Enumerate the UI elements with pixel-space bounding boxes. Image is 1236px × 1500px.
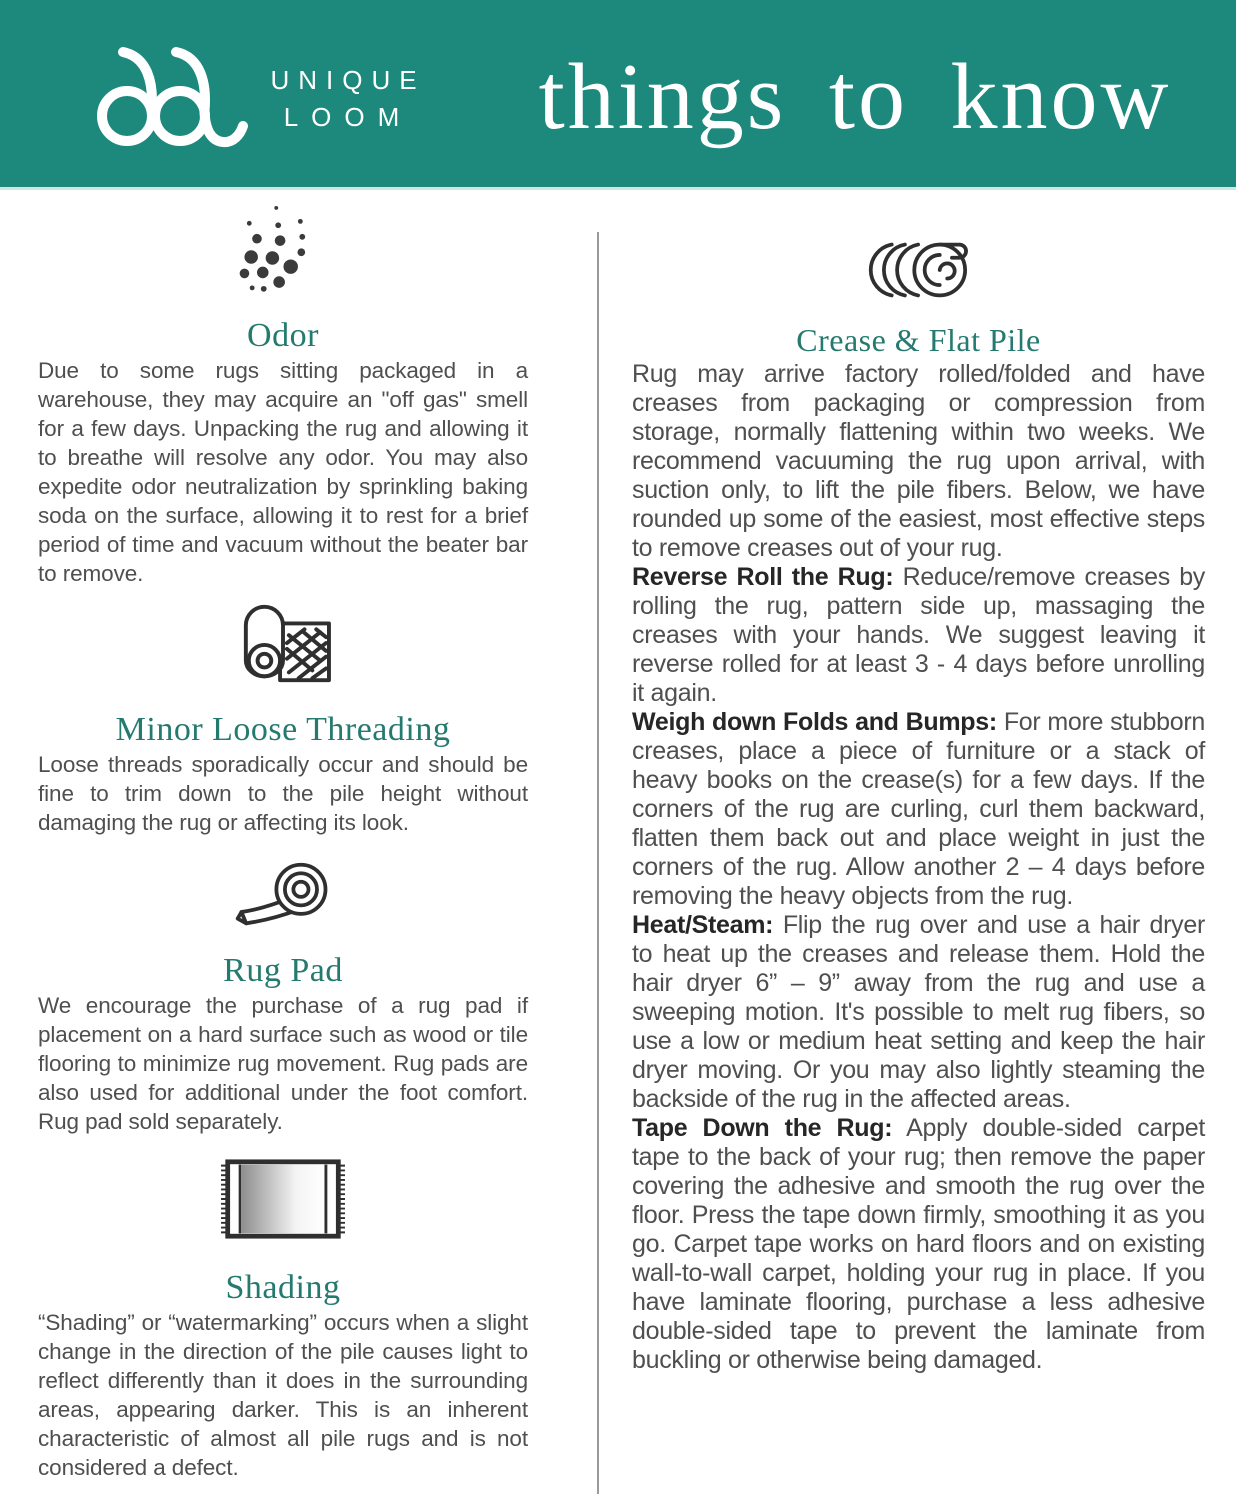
section-heading-crease: Crease & Flat Pile	[796, 322, 1041, 358]
section-heading-shading: Shading	[225, 1269, 341, 1306]
tip-label-weigh-down: Weigh down Folds and Bumps:	[632, 708, 997, 736]
crease-section-icon-box	[632, 238, 1205, 302]
rugpad-section-icon-box	[38, 861, 528, 929]
section-body-shading: “Shading” or “watermarking” occurs when a slight change in the direction of the pile causes light to reflect differently than it does in the surrounding areas, appearing darker. This is an inherent characteristic of almost all pile rugs and is not considered a defect.	[38, 1310, 528, 1480]
tip-label-heat-steam: Heat/Steam:	[632, 911, 774, 939]
section-heading-odor: Odor	[247, 317, 319, 354]
section-body-threading: Loose threads sporadically occur and should be fine to trim down to the pile height without damaging the rug or affecting its look.	[38, 752, 528, 835]
shaded-rug-icon	[220, 1158, 346, 1240]
column-divider	[597, 232, 599, 1494]
tip-weigh-down	[632, 708, 1205, 911]
section-body-odor: Due to some rugs sitting packaged in a warehouse, they may acquire an "off gas" smell for a few days. Unpacking the rug and allowing it to breathe will resolve any odor. You may also expedite odor neutralization by sprinkling baking soda on the surface, allowing it to rest for a brief period of time and vacuum without the beater bar to remove.	[38, 358, 528, 586]
tip-text-reverse-roll: Reduce/remove creases by rolling the rug, pattern side up, massaging the creases with your hands. We suggest leaving it reverse rolled for at least 3 - 4 days before unrolling it again.	[632, 563, 1205, 707]
odor-section-icon-box	[38, 202, 528, 314]
odor-sprinkle-icon	[230, 202, 336, 314]
tip-text-tape-down: Apply double-sided carpet tape to the back of your rug; then remove the paper covering the adhesive and smooth the rug over the floor. Press the tape down firmly, smoothing it as you go. Carpet tape works on hard floors and on existing wall-to-wall carpet, holding your rug in place. If you have laminate flooring, purchase a less adhesive double-sided tape to prevent the laminate from buckling or otherwise being damaged.	[632, 1114, 1205, 1374]
tip-text-heat-steam: Flip the rug over and use a hair dryer to heat up the creases and release them. Hold the hair dryer 6” – 9” away from the rug and use a sweeping motion. It's possible to melt rug fibers, so use a low or medium heat setting and keep the hair dryer moving. Or you may also lightly steaming the backside of the rug in the affected areas.	[632, 911, 1205, 1113]
brand-line2: LOOM	[283, 102, 413, 132]
tip-reverse-roll	[632, 563, 1205, 708]
tip-text-weigh-down: For more stubborn creases, place a piece of furniture or a stack of heavy books on the crease(s) for a few days. If the corners of the rug are curling, curl them backward, flatten them back out and place weight in just the corners of the rug. Allow another 2 – 4 days before removing the heavy objects from the rug.	[632, 708, 1205, 910]
left-column	[38, 0, 528, 1482]
section-heading-rugpad: Rug Pad	[223, 952, 343, 989]
tip-heat-steam	[632, 911, 1205, 1114]
crease-intro-paragraph: Rug may arrive factory rolled/folded and have creases from packaging or compression from storage, normally flattening within two weeks. We recommend vacuuming the rug upon arrival, with suction only, to lift the pile fibers. Below, we have rounded up some of the easiest, most effective steps to remove creases out of your rug.	[632, 360, 1205, 562]
tip-tape-down	[632, 1114, 1205, 1375]
rug-pad-roll-icon	[234, 861, 332, 929]
tip-label-reverse-roll: Reverse Roll the Rug:	[632, 563, 894, 591]
tip-label-tape-down: Tape Down the Rug:	[632, 1114, 893, 1142]
shading-section-icon-box	[38, 1158, 528, 1240]
page-title: things to know	[538, 44, 1172, 149]
rolled-rug-crease-icon	[868, 238, 970, 302]
brand-line1: UNIQUE	[270, 65, 426, 95]
section-body-rugpad: We encourage the purchase of a rug pad if placement on a hard surface such as wood or tile flooring to minimize rug movement. Rug pads are also used for additional under the foot comfort. Rug pad sold separately.	[38, 993, 528, 1134]
threading-section-icon-box	[38, 600, 528, 688]
section-heading-threading: Minor Loose Threading	[115, 711, 451, 748]
rolled-rug-threading-icon	[234, 600, 332, 688]
right-column	[632, 0, 1205, 1375]
